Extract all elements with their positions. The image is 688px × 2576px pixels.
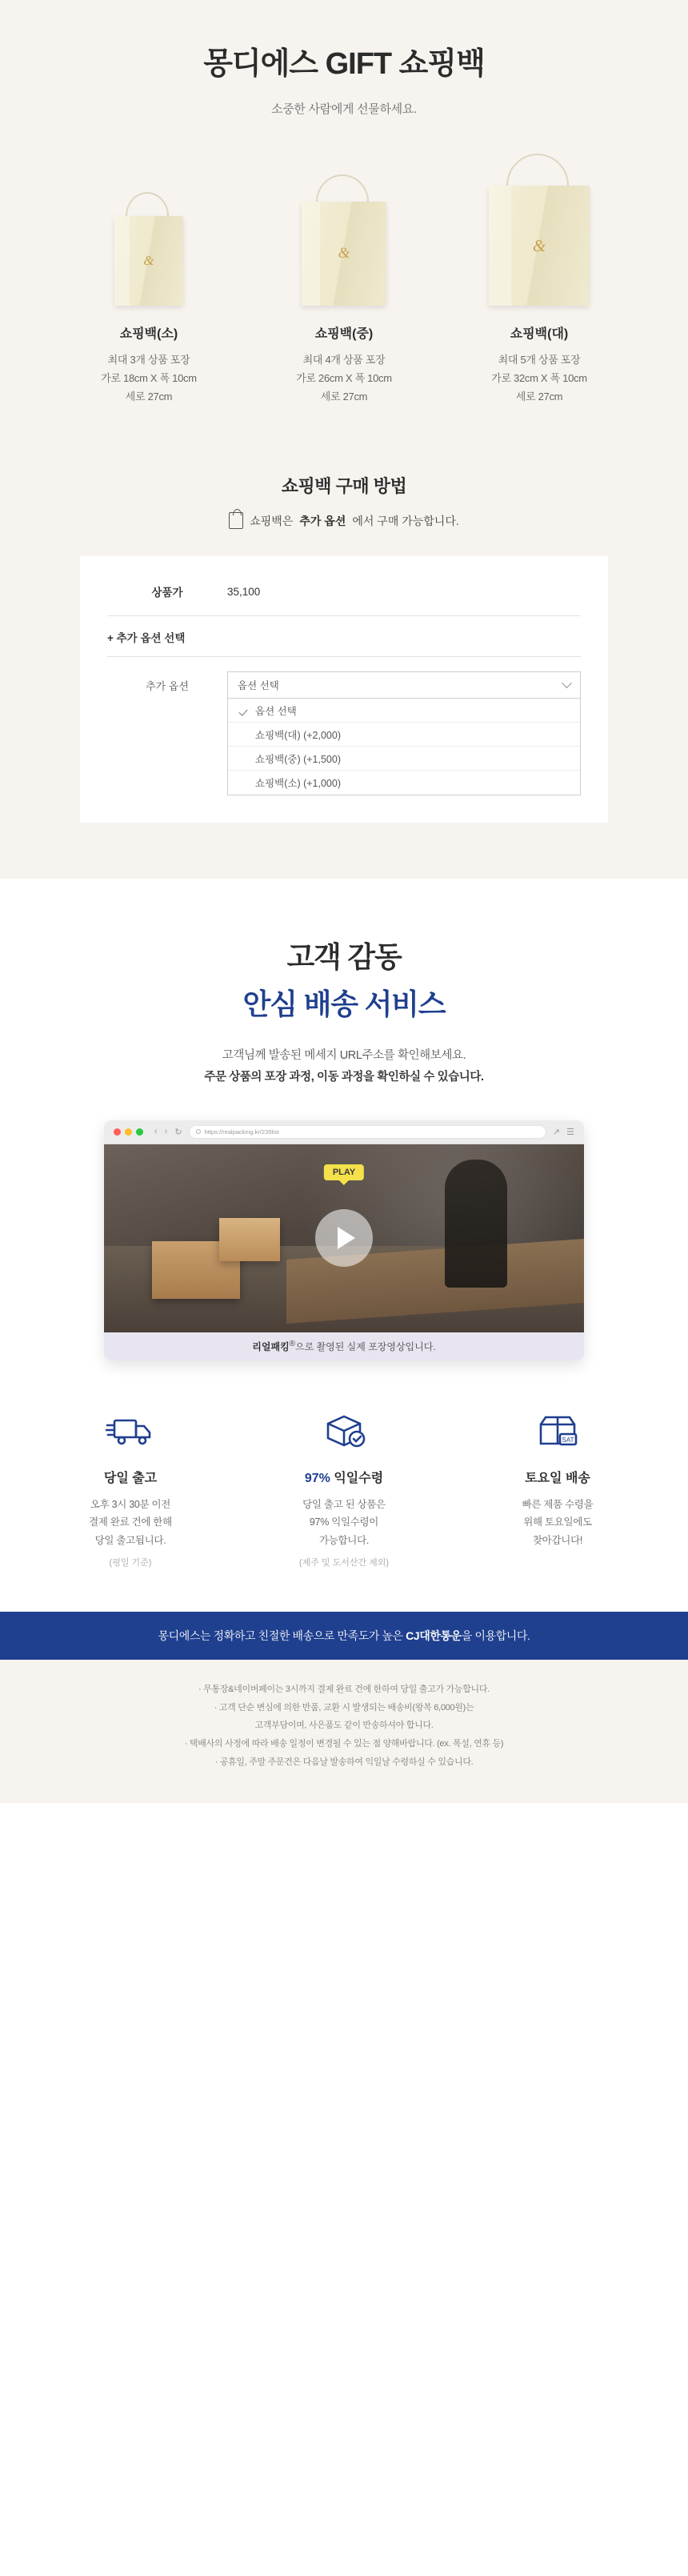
dropdown-option-label: 쇼핑백(대) (+2,000) [255,729,342,741]
option-section-header: + 추가 옵션 선택 [107,616,581,657]
address-bar[interactable] [189,1125,546,1139]
note-suffix: 에서 구매 가능합니다. [352,514,459,527]
note-line: · 무통장&네이버페이는 3시까지 결제 완료 건에 한하여 당일 출고가 가능합니다. [198,1685,490,1695]
delivery-desc-line2: 주문 상품의 포장 과정, 이동 과정을 확인하실 수 있습니다. [204,1071,484,1084]
courier-band [0,1612,688,1660]
feature-body-line1: 당일 출고 된 상품은 [302,1498,386,1510]
svg-text:SAT: SAT [562,1436,574,1444]
feature-body-line2: 결제 완료 건에 한해 [89,1516,172,1528]
feature-same-day-shipping [41,1405,221,1569]
bag-logo: & [338,245,350,262]
band-suffix: 을 이용합니다. [461,1629,530,1643]
feature-title [254,1468,434,1486]
video-caption: 리얼패킹®으로 촬영된 실제 포장영상입니다. [104,1332,584,1360]
address-bar-url: https://realpacking.kr/235list [204,1128,279,1136]
bag-logo: & [143,253,154,268]
video-box-small [219,1218,280,1261]
feature-body-line3: 찾아갑니다! [532,1534,583,1546]
bag-size-width: 가로 26cm X 폭 10cm [296,371,392,384]
delivery-feature-list [0,1405,688,1569]
shopping-bag-icon [229,512,243,529]
bag-name: 쇼핑백(소) [119,327,178,341]
option-label: 추가 옵션 [146,679,189,692]
feature-body-line3: 당일 출고됩니다. [94,1534,166,1546]
feature-body-line1: 오후 3시 30분 이전 [90,1498,171,1510]
packing-video[interactable] [104,1144,584,1332]
browser-nav-buttons[interactable] [154,1127,182,1137]
page-subtitle: 소중한 사람에게 선물하세요. [271,102,417,116]
browser-chrome-bar [104,1120,584,1144]
video-caption-brand: 리얼패킹 [252,1340,290,1352]
dropdown-option-small[interactable] [228,771,580,795]
chevron-down-icon [562,678,572,688]
feature-body-line1: 빠른 제품 수령을 [522,1498,594,1510]
gift-bag-section [0,0,688,457]
bag-item-medium [264,154,424,406]
dropdown-option-medium[interactable] [228,747,580,771]
option-dropdown-list[interactable] [227,699,581,795]
feature-body-line2: 위해 토요일에도 [523,1516,592,1528]
dropdown-option-large[interactable] [228,723,580,747]
order-option-card [80,556,608,823]
bag-list [0,154,688,406]
close-icon[interactable] [114,1128,121,1136]
play-tag: PLAY [324,1164,364,1180]
bag-illustration [264,154,424,306]
dropdown-option-default[interactable] [228,699,580,723]
feature-title-rest: 익일수령 [330,1471,384,1485]
dropdown-option-label: 옵션 선택 [255,705,297,717]
browser-right-buttons[interactable] [553,1127,574,1137]
bag-size-width: 가로 32cm X 폭 10cm [491,371,587,384]
note-line: · 공휴일, 주말 주문건은 다음날 발송하여 익일날 수령하실 수 있습니다. [214,1757,474,1767]
bag-capacity: 최대 5개 상품 포장 [498,354,581,366]
minimize-icon[interactable] [125,1128,132,1136]
delivery-title-line1: 고객 감동 [286,940,402,974]
option-row [107,657,581,699]
share-icon[interactable]: ↗ [552,1127,561,1137]
note-strong: 추가 옵션 [299,514,346,527]
feature-title: 토요일 배송 [525,1471,590,1485]
band-strong: CJ대한통운 [406,1629,462,1643]
bag-capacity: 최대 4개 상품 포장 [302,354,386,366]
feature-body-line3: 가능합니다. [318,1534,370,1546]
bag-logo: & [532,235,546,255]
chevron-right-icon[interactable]: › [164,1126,168,1136]
feature-title: 당일 출고 [103,1471,158,1485]
bag-capacity: 최대 3개 상품 포장 [107,354,190,366]
section-title: 쇼핑백 구매 방법 [281,476,407,497]
how-to-buy-section [0,457,688,879]
price-value: 35,100 [227,585,261,598]
bag-size-width: 가로 18cm X 폭 10cm [101,371,197,384]
dropdown-option-label: 쇼핑백(소) (+1,000) [255,778,342,790]
bag-illustration [459,154,619,306]
bag-size-height: 세로 27cm [125,390,173,403]
feature-next-day-receipt [254,1405,434,1569]
feature-body-line2: 97% 익일수령이 [309,1516,379,1528]
browser-mockup [104,1120,584,1360]
video-caption-rest: 으로 촬영된 실제 포장영상입니다. [295,1340,436,1352]
feature-note: (제주 및 도서산간 제외) [298,1558,390,1568]
hamburger-menu-icon[interactable]: ☰ [566,1127,574,1137]
bag-name: 쇼핑백(중) [314,327,374,341]
feature-saturday-delivery [468,1405,648,1569]
band-prefix: 몽디에스는 정확하고 친절한 배송으로 만족도가 높은 [158,1629,406,1643]
delivery-description [0,1045,688,1088]
option-select-value: 옵션 선택 [238,680,279,692]
search-icon [196,1129,201,1134]
bag-name: 쇼핑백(대) [510,327,569,341]
note-line: 고객부담이며, 사은품도 같이 반송하셔야 합니다. [254,1721,434,1731]
refresh-icon[interactable]: ↻ [174,1127,182,1137]
footer-notes [0,1660,688,1803]
delivery-title-line2: 안심 배송 서비스 [242,988,446,1021]
note-line: · 택배사의 사정에 따라 배송 일정이 변경될 수 있는 점 양해바랍니다. (ex. 폭설, 연휴 등) [184,1739,504,1749]
delivery-section [0,879,688,1612]
play-button-icon[interactable] [315,1209,373,1267]
bag-item-small [69,154,229,406]
package-check-icon [254,1405,434,1456]
feature-note: (평일 기준) [109,1558,152,1568]
video-person [445,1160,507,1288]
dropdown-option-label: 쇼핑백(중) (+1,500) [255,753,342,765]
bag-item-large [459,154,619,406]
note-prefix: 쇼핑백은 [250,514,294,527]
maximize-icon[interactable] [136,1128,143,1136]
saturday-delivery-box-icon [468,1405,648,1456]
bag-illustration [69,154,229,306]
window-controls[interactable] [114,1128,143,1136]
price-row [107,579,581,616]
delivery-truck-icon [41,1405,221,1456]
bag-size-height: 세로 27cm [515,390,563,403]
page-title: 몽디에스 GIFT 쇼핑백 [203,47,485,81]
feature-title-percent: 97% [304,1471,330,1485]
note-line: · 고객 단순 변심에 의한 반품, 교환 시 발생되는 배송비(왕복 6,000원)는 [214,1702,474,1713]
how-to-buy-note [0,512,688,529]
chevron-left-icon[interactable]: ‹ [154,1126,158,1136]
delivery-desc-line1: 고객님께 발송된 메세지 URL주소를 확인해보세요. [222,1049,466,1063]
price-label: 상품가 [151,587,183,599]
option-select[interactable] [227,671,581,699]
bag-size-height: 세로 27cm [320,390,368,403]
